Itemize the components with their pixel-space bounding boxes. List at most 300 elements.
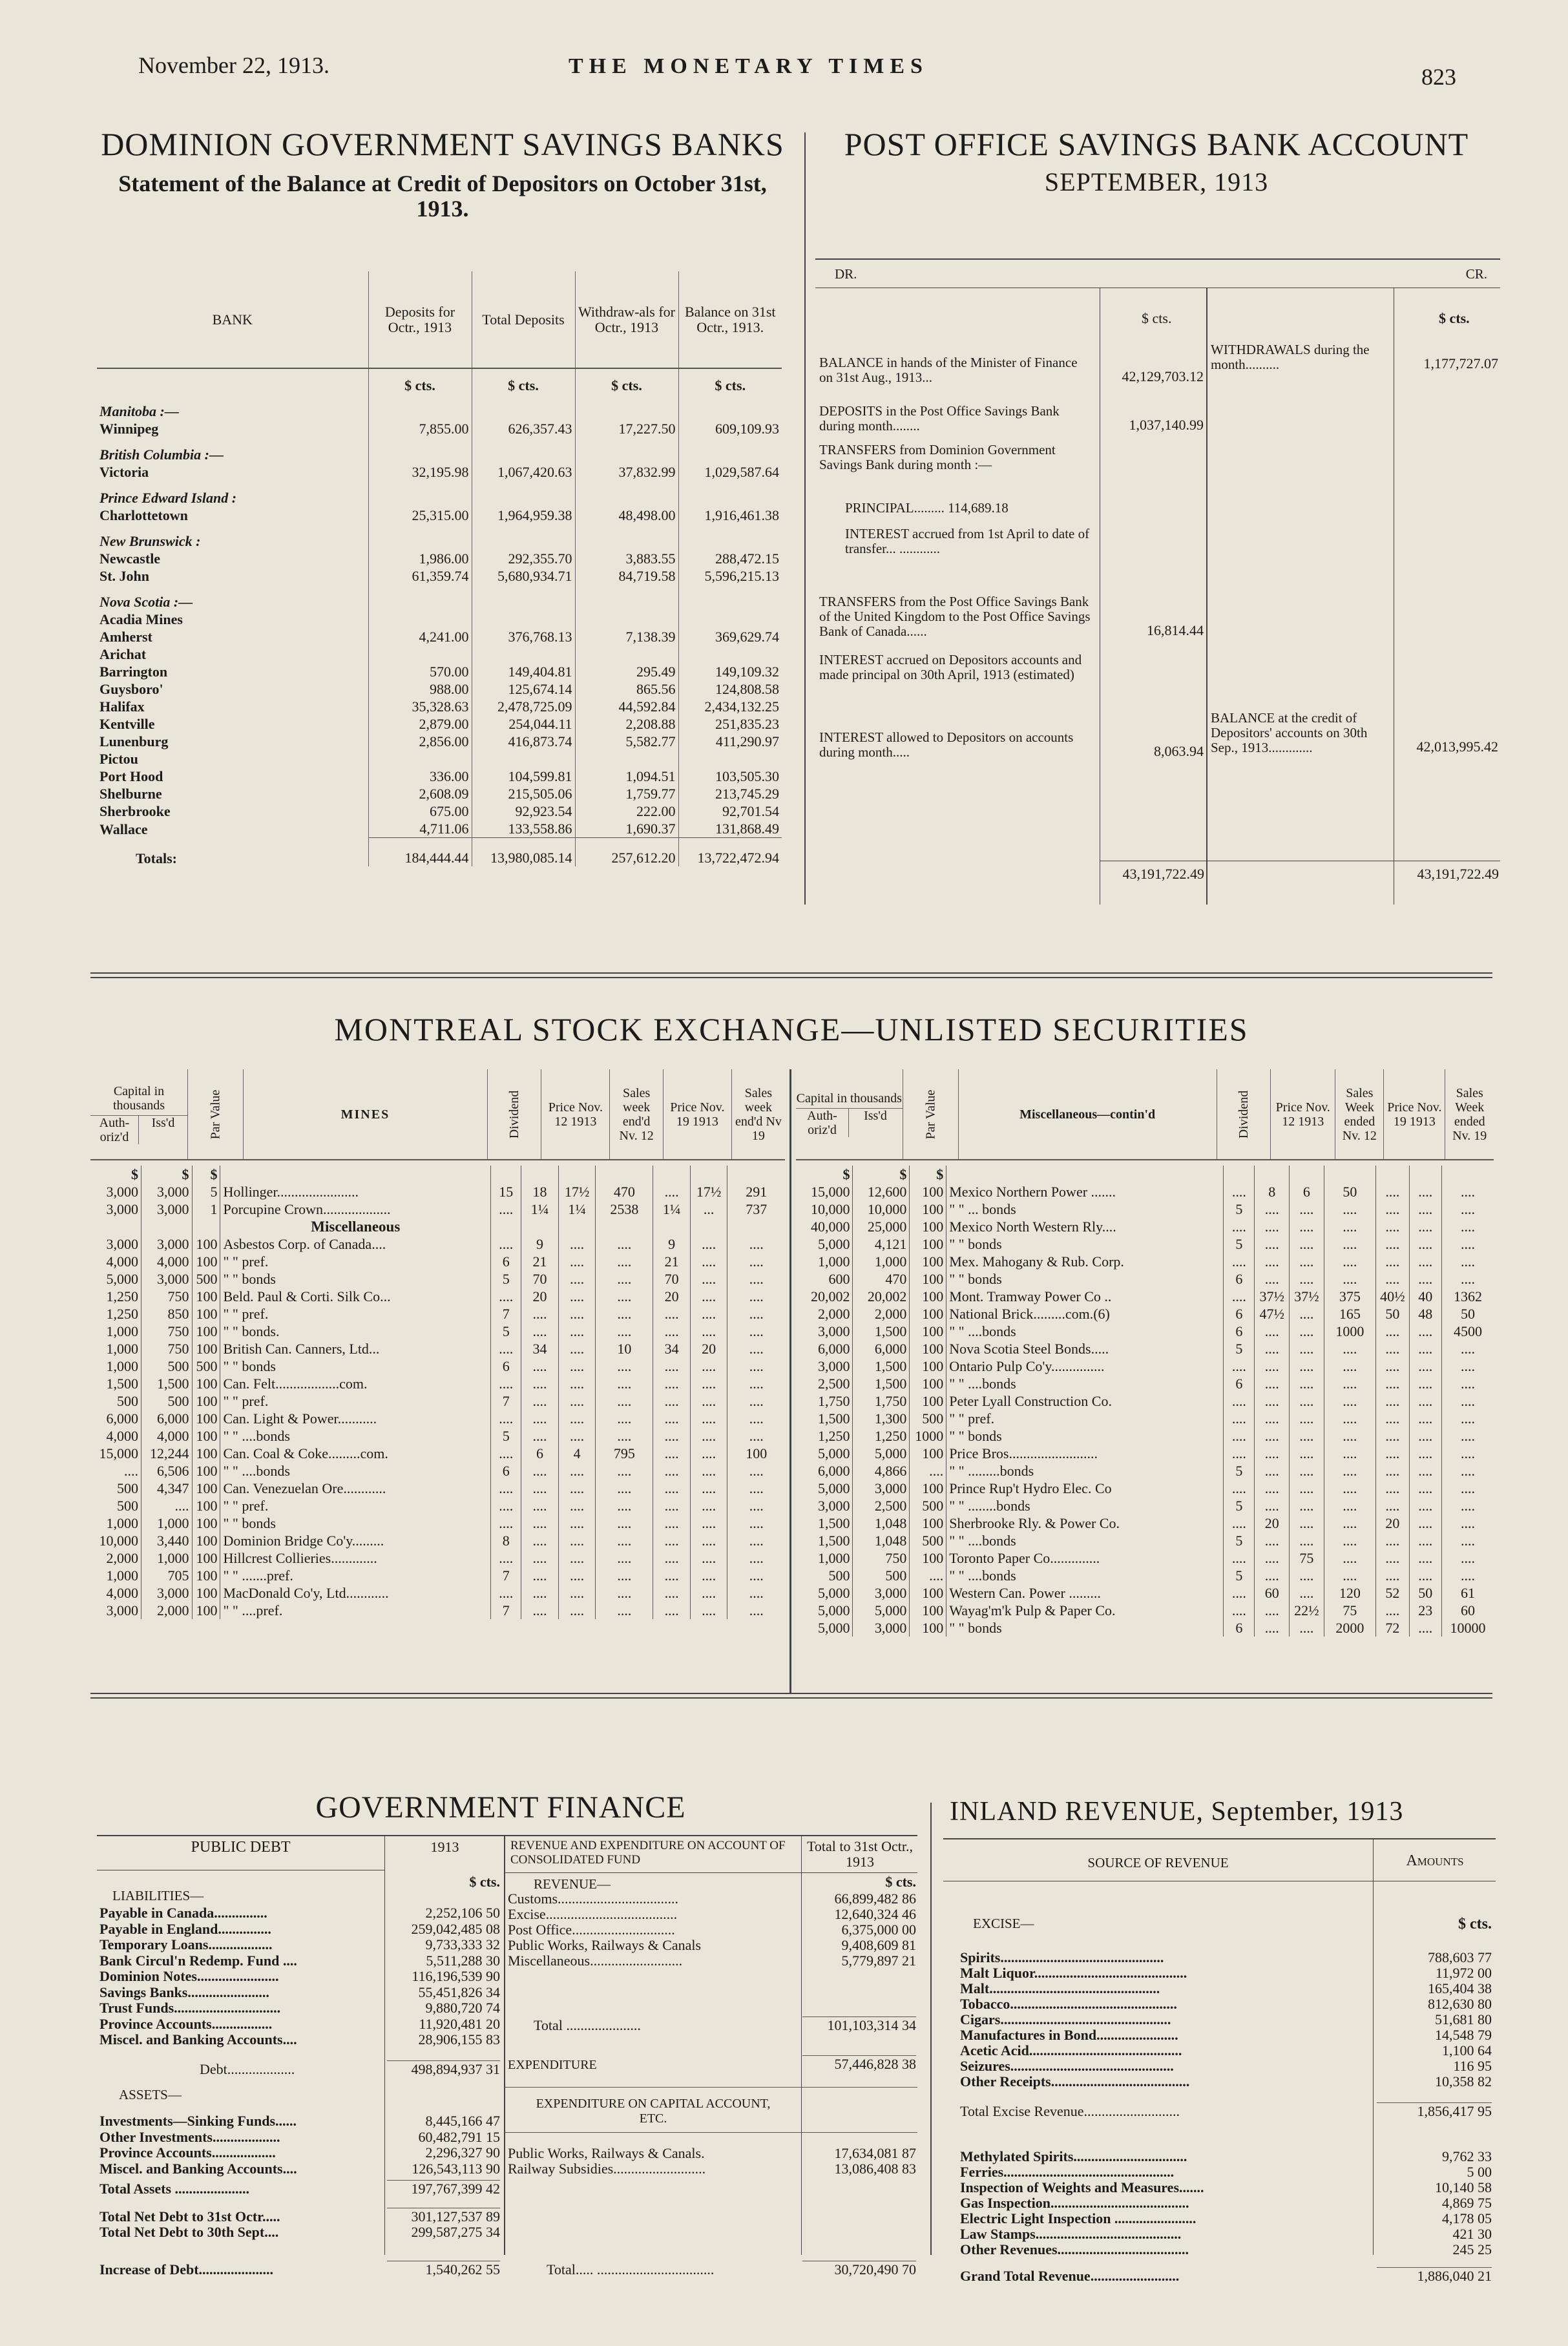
mse-price-nov12-a: .... <box>521 1532 559 1549</box>
dgsb-value <box>472 645 575 663</box>
mse-dividend: 6 <box>1224 1305 1255 1323</box>
mse-price-nov12-a: .... <box>1255 1497 1290 1514</box>
mse-price-nov19-a: .... <box>653 1410 691 1427</box>
gf-liability-amount: 5,511,288 30 <box>426 1952 500 1969</box>
gf-increase <box>99 2261 504 2278</box>
mse-authorized: 6,000 <box>796 1340 853 1357</box>
mse-security-row <box>90 1183 785 1200</box>
dgsb-province-row <box>97 524 782 550</box>
mse-security-row <box>796 1323 1494 1340</box>
mse-sales-nov19: .... <box>1460 1271 1475 1287</box>
posb-credit-entry <box>1211 711 1500 755</box>
mse-security-row <box>90 1445 785 1462</box>
mse-security-row <box>796 1602 1494 1619</box>
dgsb-col-balance: Balance on 31st Octr., 1913. <box>678 271 782 368</box>
mse-dividend: 5 <box>491 1427 521 1445</box>
mse-price-nov12-a: .... <box>1255 1218 1290 1235</box>
mse-price-nov19-a: .... <box>1376 1340 1409 1357</box>
mse-authorized: 1,000 <box>90 1357 141 1375</box>
mse-price-nov12-a: .... <box>521 1392 559 1410</box>
gf-revenue-total-label: Total ..................... <box>534 2017 641 2033</box>
mse-par: 100 <box>192 1497 220 1514</box>
dgsb-bank-name: Amherst <box>99 629 152 645</box>
mse-security-name: " " bonds <box>220 1357 491 1375</box>
mse-price-nov12-b: .... <box>1290 1410 1324 1427</box>
gf-capital-amount: 13,086,408 83 <box>834 2161 916 2177</box>
mse-authorized: 500 <box>90 1392 141 1410</box>
gf-expenditure-label: EXPENDITURE <box>508 2058 597 2072</box>
gf-liability-amount: 55,451,826 34 <box>418 1984 500 2000</box>
mse-issued: 20,002 <box>853 1288 910 1305</box>
mse-left-s12: Sales week end'd Nv. 12 <box>610 1069 664 1160</box>
mse-price-nov19-a: .... <box>653 1514 691 1532</box>
gf-liability <box>99 1921 504 1938</box>
dgsb-unit: $ cts. <box>575 368 678 394</box>
dgsb-empty-cell <box>472 524 575 550</box>
gf-asset <box>99 2113 504 2130</box>
dgsb-empty-cell <box>368 585 472 611</box>
mse-sales-nov19: 10000 <box>1450 1620 1486 1636</box>
dgsb-value: 4,711.06 <box>368 820 472 838</box>
ir-excise-item-label: Other Receipts....................................... <box>960 2073 1190 2089</box>
gf-liability-label: Payable in England............... <box>99 1920 271 1937</box>
mse-security-row <box>796 1480 1494 1497</box>
dgsb-value: 104,599.81 <box>472 768 575 785</box>
mse-empty-cell <box>653 1218 691 1235</box>
mse-price-nov19-a: .... <box>1376 1357 1409 1375</box>
mse-price-nov12-a: 47½ <box>1255 1305 1290 1323</box>
mse-par: 100 <box>910 1235 946 1253</box>
gf-net-debt-30 <box>99 2224 504 2241</box>
gf-liability-label: Temporary Loans.................. <box>99 1936 273 1953</box>
mse-security-row <box>796 1235 1494 1253</box>
mse-issued: 4,121 <box>853 1235 910 1253</box>
mse-dividend: .... <box>491 1410 521 1427</box>
dgsb-value: 336.00 <box>368 768 472 785</box>
mse-dividend: .... <box>491 1480 521 1497</box>
mse-price-nov12-b: .... <box>558 1375 596 1392</box>
mse-sales-nov12: .... <box>1324 1480 1375 1497</box>
gf-liability-label: Savings Banks....................... <box>99 1984 269 2000</box>
ir-excise-item-amount: 10,358 82 <box>1435 2073 1492 2089</box>
dgsb-value: 626,357.43 <box>472 420 575 437</box>
mse-price-nov19-b: .... <box>690 1288 727 1305</box>
mse-price-nov12-b: .... <box>558 1340 596 1357</box>
dgsb-value: 32,195.98 <box>368 463 472 481</box>
mse-issued: 1,250 <box>853 1427 910 1445</box>
mse-sales-nov19: .... <box>749 1358 764 1374</box>
gf-net-debt-30-amount: 299,587,275 34 <box>411 2224 500 2240</box>
mse-price-nov12-a: .... <box>521 1305 559 1323</box>
dgsb-value: 988.00 <box>368 680 472 698</box>
dgsb-bank-name: Lunenburg <box>99 733 169 749</box>
mse-security-row <box>90 1288 785 1305</box>
dgsb-empty-cell <box>368 437 472 463</box>
dgsb-value <box>678 750 782 768</box>
mse-sales-nov12: .... <box>1324 1375 1375 1392</box>
mse-issued: 1,048 <box>853 1532 910 1549</box>
gf-liab-label: LIABILITIES— <box>112 1888 204 1903</box>
mse-dividend: 7 <box>491 1305 521 1323</box>
mse-price-nov19-a: .... <box>653 1445 691 1462</box>
mse-sales-nov19: .... <box>749 1236 764 1252</box>
gf-total-assets-amount: 197,767,399 42 <box>387 2180 500 2197</box>
mse-par: 100 <box>910 1445 946 1462</box>
ir-grand-total-amount: 1,886,040 21 <box>1377 2267 1492 2285</box>
mse-rows-table <box>90 1166 785 1619</box>
mse-left-p12: Price Nov. 12 1913 <box>541 1069 610 1160</box>
mse-sales-nov19: .... <box>749 1428 764 1444</box>
gf-asset <box>99 2144 504 2161</box>
mse-price-nov19-b: .... <box>690 1497 727 1514</box>
posb-credit-amount: 42,013,995.42 <box>1416 738 1498 755</box>
mse-dividend: .... <box>1224 1602 1255 1619</box>
dgsb-bank-row <box>97 628 782 645</box>
mse-par: 100 <box>910 1619 946 1637</box>
mse-authorized: 6,000 <box>90 1410 141 1427</box>
mse-par: 100 <box>910 1218 946 1235</box>
mse-price-nov19-a: .... <box>1376 1253 1409 1270</box>
ir-section <box>943 1838 1496 2284</box>
dgsb-col-total: Total Deposits <box>472 271 575 368</box>
mse-sales-nov19: 61 <box>1460 1585 1475 1601</box>
ir-other-item-amount: 5 00 <box>1467 2164 1492 2180</box>
gf-asset <box>99 2161 504 2177</box>
gf-asset-label: Province Accounts.................. <box>99 2144 276 2161</box>
mse-price-nov19-b: .... <box>1409 1497 1441 1514</box>
mse-price-nov19-a: .... <box>653 1584 691 1602</box>
mse-empty-cell <box>141 1218 193 1235</box>
mse-security-name: National Brick.........com.(6) <box>946 1305 1224 1323</box>
gf-liability <box>99 1936 504 1953</box>
gf-debt-label: Debt................... <box>200 2061 295 2077</box>
posb-debit-amount: 8,063.94 <box>1154 743 1204 759</box>
gf-liability <box>99 1905 504 1922</box>
mse-dividend: .... <box>1224 1410 1255 1427</box>
mse-security-name: " " pref. <box>220 1392 491 1410</box>
posb-credit-text: BALANCE at the credit of Depositors' accounts on 30th Sep., 1913............. <box>1211 710 1368 755</box>
gf-increase-label: Increase of Debt..................... <box>99 2261 274 2278</box>
mse-issued: 750 <box>141 1288 193 1305</box>
mse-authorized: 1,000 <box>796 1253 853 1270</box>
mse-price-nov19-b: .... <box>1409 1340 1441 1357</box>
journal-title: THE MONETARY TIMES <box>569 54 928 78</box>
mse-price-nov12-b: .... <box>1290 1200 1324 1218</box>
mse-security-row <box>90 1200 785 1218</box>
mse-sales-nov12: 2538 <box>596 1200 653 1218</box>
mse-price-nov12-b: .... <box>1290 1323 1324 1340</box>
gf-revenue-total <box>508 2017 917 2034</box>
gf-revenue <box>508 1890 917 1907</box>
mse-price-nov19-a: .... <box>653 1497 691 1514</box>
mse-security-row <box>90 1584 785 1602</box>
dgsb-empty-cell <box>575 585 678 611</box>
ir-other-item-amount: 4,869 75 <box>1442 2195 1492 2211</box>
mse-security-row <box>90 1497 785 1514</box>
mse-issued: 3,440 <box>141 1532 193 1549</box>
dgsb-table-wrap <box>97 271 782 866</box>
mse-sales-nov19: .... <box>1460 1358 1475 1374</box>
mse-authorized: 3,000 <box>90 1200 141 1218</box>
mse-price-nov12-a: .... <box>521 1410 559 1427</box>
mse-issued: 10,000 <box>853 1200 910 1218</box>
mse-dividend: .... <box>1224 1392 1255 1410</box>
mse-security-row <box>90 1532 785 1549</box>
gf-year: 1913 <box>430 1839 459 1855</box>
gf-pd-head: PUBLIC DEBT <box>191 1839 291 1856</box>
dgsb-value: 92,923.54 <box>472 802 575 820</box>
mse-dividend: .... <box>1224 1480 1255 1497</box>
mse-sales-nov12: .... <box>596 1497 653 1514</box>
gf-liability-amount: 9,880,720 74 <box>425 2000 500 2016</box>
mse-price-nov19-b: .... <box>690 1584 727 1602</box>
mse-dividend: .... <box>491 1549 521 1567</box>
mse-sales-nov19: 100 <box>746 1445 768 1461</box>
dgsb-value: 2,478,725.09 <box>472 698 575 715</box>
mse-price-nov19-a: .... <box>1376 1427 1409 1445</box>
ir-excise-item <box>960 2073 1496 2090</box>
dgsb-value: 1,759.77 <box>575 785 678 802</box>
mse-security-name: " " bonds <box>946 1427 1224 1445</box>
mse-issued: 3,000 <box>141 1584 193 1602</box>
mse-price-nov19-b: .... <box>690 1253 727 1270</box>
mse-par: 500 <box>910 1532 946 1549</box>
mse-authorized: 4,000 <box>90 1584 141 1602</box>
mse-price-nov19-b: .... <box>690 1532 727 1549</box>
mse-sales-nov12: .... <box>1324 1532 1375 1549</box>
mse-price-nov19-a: .... <box>1376 1532 1409 1549</box>
mse-issued: 4,866 <box>853 1462 910 1480</box>
mse-security-name: " " ....bonds <box>946 1323 1224 1340</box>
mse-issued: 6,506 <box>141 1462 193 1480</box>
mse-security-row <box>90 1410 785 1427</box>
ir-excise-item-amount: 116 95 <box>1453 2058 1492 2074</box>
mse-sales-nov19: .... <box>1460 1253 1475 1270</box>
mse-par: 100 <box>192 1392 220 1410</box>
mse-issued: 1,500 <box>853 1357 910 1375</box>
dgsb-empty-cell <box>575 524 678 550</box>
mse-price-nov12-a: .... <box>1255 1445 1290 1462</box>
mse-price-nov12-a: 6 <box>521 1445 559 1462</box>
mse-price-nov12-b: .... <box>1290 1253 1324 1270</box>
mse-security-row <box>90 1514 785 1532</box>
posb-debit-entry <box>819 501 1207 516</box>
dgsb-value: 1,690.37 <box>575 820 678 838</box>
mse-price-nov19-a: .... <box>1376 1270 1409 1288</box>
mse-price-nov12-a: 70 <box>521 1270 559 1288</box>
mse-price-nov12-a: .... <box>521 1427 559 1445</box>
mse-sales-nov19: 60 <box>1460 1602 1475 1618</box>
gf-liability-label: Bank Circul'n Redemp. Fund .... <box>99 1952 297 1969</box>
mse-price-nov12-a: 21 <box>521 1253 559 1270</box>
mse-price-nov19-a: .... <box>653 1375 691 1392</box>
dgsb-empty-cell <box>472 394 575 420</box>
mse-sales-nov19: .... <box>749 1376 764 1392</box>
mse-price-nov19-b: 48 <box>1409 1305 1441 1323</box>
mse-sales-nov19: .... <box>749 1533 764 1549</box>
dgsb-total-value: 13,722,472.94 <box>678 838 782 867</box>
mse-security-name: " " pref. <box>220 1497 491 1514</box>
ir-other-item-label: Ferries................................................ <box>960 2164 1175 2180</box>
mse-price-nov19-b: .... <box>1409 1462 1441 1480</box>
mse-price-nov19-b: .... <box>1409 1567 1441 1584</box>
dgsb-bank-row <box>97 820 782 838</box>
mse-sales-nov19: .... <box>749 1550 764 1566</box>
mse-par: 100 <box>192 1549 220 1567</box>
mse-authorized: 1,500 <box>90 1375 141 1392</box>
mse-sales-nov12: .... <box>1324 1200 1375 1218</box>
dgsb-value: 2,434,132.25 <box>678 698 782 715</box>
gf-asset-amount: 60,482,791 15 <box>418 2128 500 2145</box>
mse-security-name: Nova Scotia Steel Bonds..... <box>946 1340 1224 1357</box>
mse-par: 100 <box>910 1549 946 1567</box>
mse-issued: 25,000 <box>853 1218 910 1235</box>
mse-price-nov12-b: .... <box>1290 1357 1324 1375</box>
mse-right-p19: Price Nov. 19 1913 <box>1384 1069 1445 1160</box>
mse-security-row <box>796 1532 1494 1549</box>
mse-price-nov19-b: .... <box>1409 1375 1441 1392</box>
mse-security-name: " " ....bonds <box>946 1567 1224 1584</box>
divider-2 <box>90 1693 1492 1699</box>
ir-excise-item-label: Tobacco............................................... <box>960 1996 1177 2012</box>
mse-sales-nov12: .... <box>596 1235 653 1253</box>
mse-security-name: Wayag'm'k Pulp & Paper Co. <box>946 1602 1224 1619</box>
dgsb-bank-name: Shelburne <box>99 786 162 802</box>
dgsb-province-row <box>97 437 782 463</box>
divider-1 <box>90 972 1492 978</box>
mse-price-nov19-b: .... <box>1409 1218 1441 1235</box>
dgsb-units-blank <box>97 368 368 394</box>
dgsb-empty-cell <box>678 437 782 463</box>
gf-debt <box>99 2061 504 2078</box>
mse-price-nov19-b: .... <box>690 1235 727 1253</box>
gf-revenue-amount: 9,408,609 81 <box>841 1937 916 1953</box>
dgsb-section <box>90 126 795 222</box>
mse-security-name: Can. Felt..................com. <box>220 1375 491 1392</box>
mse-price-nov12-b: 4 <box>558 1445 596 1462</box>
gf-net-debt-31 <box>99 2208 504 2225</box>
dgsb-bank-row <box>97 733 782 750</box>
mse-authorized: 1,000 <box>90 1340 141 1357</box>
mse-price-nov19-b: .... <box>1409 1532 1441 1549</box>
dgsb-value: 103,505.30 <box>678 768 782 785</box>
mse-par: 100 <box>910 1480 946 1497</box>
dgsb-value: 7,138.39 <box>575 628 678 645</box>
mse-sales-nov19: .... <box>1460 1219 1475 1235</box>
mse-unit-cell: $ <box>90 1166 141 1183</box>
mse-empty-cell <box>192 1218 220 1235</box>
posb-credit-amount: 1,177,727.07 <box>1423 355 1498 372</box>
mse-price-nov12-b: 1¼ <box>558 1200 596 1218</box>
mse-issued: 2,000 <box>141 1602 193 1619</box>
mse-dividend: .... <box>1224 1183 1255 1200</box>
dgsb-bank-row <box>97 750 782 768</box>
mse-sales-nov12: .... <box>1324 1253 1375 1270</box>
dgsb-bank-name: Winnipeg <box>99 421 159 437</box>
mse-sales-nov19: .... <box>1460 1236 1475 1252</box>
mse-issued: 1,300 <box>853 1410 910 1427</box>
dgsb-value <box>368 611 472 628</box>
mse-price-nov12-b: .... <box>1290 1584 1324 1602</box>
mse-price-nov12-a: .... <box>521 1549 559 1567</box>
mse-sales-nov19: .... <box>749 1498 764 1514</box>
ir-excise-item <box>960 1980 1496 1997</box>
dgsb-col-bank: BANK <box>97 271 368 368</box>
mse-authorized: 1,500 <box>796 1514 853 1532</box>
posb-subtitle: SEPTEMBER, 1913 <box>1044 167 1269 196</box>
mse-empty-cell <box>690 1218 727 1235</box>
mse-price-nov12-b: 37½ <box>1290 1288 1324 1305</box>
mse-security-row <box>90 1357 785 1375</box>
mse-sales-nov19: .... <box>1460 1410 1475 1427</box>
mse-par: 100 <box>192 1584 220 1602</box>
dgsb-value: 48,498.00 <box>575 507 678 524</box>
mse-price-nov12-a: .... <box>1255 1619 1290 1637</box>
dgsb-value: 3,883.55 <box>575 550 678 567</box>
mse-security-name: Sherbrooke Rly. & Power Co. <box>946 1514 1224 1532</box>
mse-left-s19: Sales week end'd Nv 19 <box>731 1069 785 1160</box>
mse-security-name: " " pref. <box>220 1305 491 1323</box>
mse-units-row <box>90 1166 785 1183</box>
gf-liability-label: Payable in Canada............... <box>99 1905 267 1921</box>
mse-sales-nov19: .... <box>1460 1567 1475 1584</box>
posb-debit-entry <box>819 527 1207 556</box>
mse-authorized: 500 <box>90 1480 141 1497</box>
mse-dividend: 7 <box>491 1602 521 1619</box>
ir-other-item-label: Electric Light Inspection ....................... <box>960 2210 1197 2226</box>
mse-sales-nov12: 795 <box>596 1445 653 1462</box>
mse-price-nov19-a: 20 <box>1376 1514 1409 1532</box>
mse-sales-nov12: .... <box>1324 1462 1375 1480</box>
mse-issued: 750 <box>141 1323 193 1340</box>
mse-sales-nov12: 2000 <box>1324 1619 1375 1637</box>
mse-price-nov12-a: .... <box>521 1514 559 1532</box>
mse-price-nov12-b: .... <box>1290 1218 1324 1235</box>
mse-misc-heading: Miscellaneous <box>220 1218 491 1235</box>
mse-price-nov19-a: .... <box>653 1427 691 1445</box>
dgsb-province-row <box>97 481 782 507</box>
dgsb-bank-name: Sherbrooke <box>99 803 171 819</box>
dgsb-title: DOMINION GOVERNMENT SAVINGS BANKS <box>101 126 784 162</box>
mse-dividend: .... <box>491 1514 521 1532</box>
gf-tot-head: Total to 31st Octr., 1913 <box>806 1838 914 1870</box>
mse-par: 100 <box>192 1288 220 1305</box>
mse-price-nov19-a: 52 <box>1376 1584 1409 1602</box>
mse-issued: 1,500 <box>141 1375 193 1392</box>
dgsb-empty-cell <box>472 481 575 507</box>
gf-liability <box>99 1968 504 1985</box>
gf-ir-divider <box>930 1803 932 2255</box>
dgsb-value: 2,879.00 <box>368 715 472 733</box>
mse-price-nov19-b: .... <box>1409 1445 1441 1462</box>
posb-debit-entry <box>819 355 1207 385</box>
mse-price-nov12-a: .... <box>1255 1270 1290 1288</box>
mse-authorized: 1,000 <box>90 1323 141 1340</box>
mse-unit-cell <box>491 1166 521 1183</box>
mse-price-nov19-a: 72 <box>1376 1619 1409 1637</box>
mse-dividend: .... <box>491 1375 521 1392</box>
gf-capital <box>508 2161 917 2177</box>
dgsb-value: 376,768.13 <box>472 628 575 645</box>
mse-par: 100 <box>910 1357 946 1375</box>
mse-sales-nov12: 165 <box>1324 1305 1375 1323</box>
mse-unit-cell <box>220 1166 491 1183</box>
dgsb-bank-name: St. John <box>99 568 150 584</box>
mse-sales-nov12: 50 <box>1324 1183 1375 1200</box>
mse-authorized: 3,000 <box>90 1235 141 1253</box>
dgsb-bank-row <box>97 785 782 802</box>
ir-excise-item-amount: 788,603 77 <box>1428 1949 1492 1965</box>
